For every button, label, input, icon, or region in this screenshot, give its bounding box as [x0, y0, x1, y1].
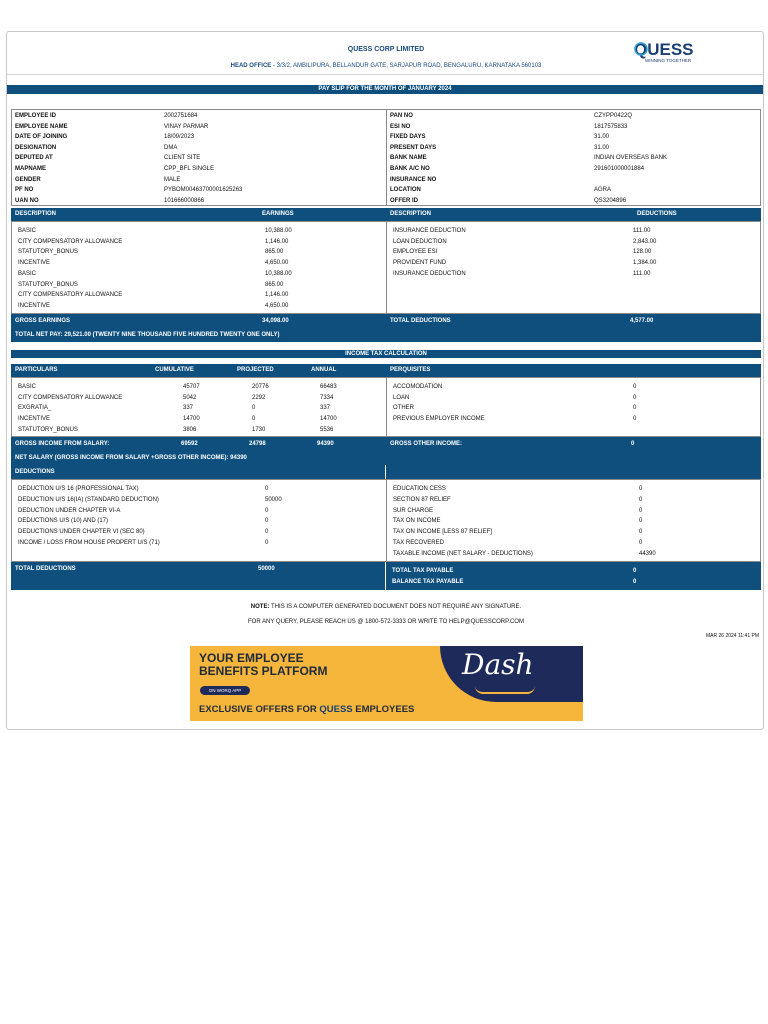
particulars-header [11, 364, 761, 377]
employee-field-value: CZYPP0422Q [594, 113, 633, 119]
employee-field-label: OFFER ID [390, 197, 418, 204]
earning-amount: 10,388.00 [265, 228, 292, 234]
employee-field-value: PYBOM00463700001625263 [164, 187, 243, 194]
particular-name: STATUTORY_BONUS [18, 426, 78, 433]
col-description: DESCRIPTION [15, 211, 57, 217]
footer-note [7, 604, 765, 610]
deductions-label: DEDUCTIONS [15, 469, 55, 475]
employee-field-label: UAN NO [15, 197, 39, 204]
particular-projected: 0 [252, 416, 256, 423]
earning-amount: 4,650.00 [265, 302, 289, 309]
deduction-description: INSURANCE DEDUCTION [393, 228, 466, 234]
net-salary: NET SALARY (GROSS INCOME FROM SALARY +GROSS OTHER INCOME): 94390 [15, 455, 247, 461]
total-tax-value: 0 [633, 568, 637, 574]
employee-field-value: AGRA [594, 187, 612, 194]
tax-item-value: 0 [639, 496, 643, 503]
tax-deduction-name: DEDUCTIONS UNDER CHAPTER VI (SEC 80) [18, 529, 145, 536]
particular-name: INCENTIVE [18, 416, 51, 423]
banner-line1: YOUR EMPLOYEE [199, 651, 304, 665]
earning-amount: 1,146.00 [265, 292, 289, 299]
deduction-amount: 1,384.00 [633, 260, 657, 267]
particular-name: BASIC [18, 384, 37, 390]
employee-field-label: BANK NAME [390, 155, 427, 162]
benefits-banner[interactable] [190, 646, 583, 721]
deductions-header [11, 465, 761, 479]
total-deductions-label: TOTAL DEDUCTIONS [390, 318, 451, 324]
total-deductions-value: 4,577.00 [630, 318, 654, 324]
employee-field-value: INDIAN OVERSEAS BANK [594, 155, 668, 162]
balance-tax-label: BALANCE TAX PAYABLE [392, 579, 464, 585]
footer-query: FOR ANY QUERY, PLEASE REACH US @ 1800-572-3333 OR WRITE TO HELP@QUESSCORP.COM [248, 619, 524, 625]
logo-tagline: WINNING TOGETHER [645, 58, 692, 63]
tax-deduction-value: 0 [265, 518, 269, 525]
head-office-label: HEAD OFFICE [230, 63, 272, 69]
head-office-text: - 3/3/2, AMBILIPURA, BELLANDUR GATE, SARJAPUR ROAD, BENGALURU, KARNATAKA 560103 [271, 63, 542, 69]
particular-annual: 14700 [320, 416, 337, 423]
deduction-description: EMPLOYEE ESI [393, 249, 438, 256]
gross-row [11, 314, 761, 328]
employee-field-value: 101666000866 [164, 197, 205, 204]
earnings-header [11, 208, 761, 221]
company-name: QUESS CORP LIMITED [347, 46, 425, 53]
particular-name: EXGRATIA_ [18, 405, 52, 412]
perquisite-name: OTHER [393, 405, 414, 412]
particular-projected: 2292 [252, 394, 266, 401]
employee-field-label: PRESENT DAYS [390, 144, 437, 151]
banner-offer [199, 704, 414, 715]
dash-logo: Dash [462, 648, 534, 681]
employee-field-label: DATE OF JOINING [15, 134, 68, 141]
tax-item-name: EDUCATION CESS [393, 486, 446, 492]
deduction-amount: 2,843.00 [633, 238, 657, 245]
col-particulars: PARTICULARS [15, 367, 58, 373]
deduction-amount: 111.00 [633, 228, 651, 234]
deductions-table [11, 479, 761, 562]
header-divider [7, 74, 763, 75]
gross-earnings-label: GROSS EARNINGS [15, 318, 71, 324]
earning-description: STATUTORY_BONUS [18, 281, 78, 288]
dash-smile-icon [475, 686, 535, 694]
earning-amount: 4,650.00 [265, 260, 289, 267]
particular-annual: 7334 [320, 394, 334, 401]
earning-amount: 865.00 [265, 281, 284, 288]
employee-field-label: EMPLOYEE NAME [15, 123, 68, 130]
tax-item-value: 0 [639, 518, 643, 525]
tax-deduction-value: 0 [265, 507, 269, 514]
particular-cumulative: 45707 [183, 384, 200, 390]
earning-description: INCENTIVE [18, 260, 51, 267]
employee-field-label: MAPNAME [15, 166, 46, 172]
employee-field-label: INSURANCE NO [390, 176, 437, 183]
employee-field-value: MALE [164, 176, 181, 183]
col-annual: ANNUAL [311, 367, 337, 373]
tax-deduction-value: 0 [265, 540, 269, 546]
employee-field-value: VINAY PARMAR [164, 123, 209, 130]
tax-item-name: TAX RECOVERED [393, 540, 444, 546]
particular-projected: 0 [252, 405, 256, 412]
tax-deduction-name: DEDUCTION UNDER CHAPTER VI-A [18, 507, 121, 514]
quess-logo [633, 37, 723, 65]
tax-deduction-name: DEDUCTIONS U/S (10) AND (17) [18, 518, 109, 525]
tax-item-name: TAXABLE INCOME (NET SALARY - DEDUCTIONS) [393, 550, 533, 557]
employee-field-label: DEPUTED AT [15, 155, 53, 162]
offer-prefix: EXCLUSIVE OFFERS FOR [199, 704, 320, 715]
earning-amount: 10,388.00 [265, 270, 292, 277]
gross-income-cumulative: 69592 [181, 441, 198, 447]
earning-description: BASIC [18, 270, 37, 277]
tax-deduction-name: DEDUCTION U/S 16(IA) (STANDARD DEDUCTION) [18, 496, 159, 503]
tax-item-value: 0 [639, 507, 643, 514]
particular-projected: 20776 [252, 384, 269, 390]
tax-total-deductions-value: 50000 [258, 566, 275, 572]
employee-field-value: 2002751684 [164, 113, 198, 119]
note-text: THIS IS A COMPUTER GENERATED DOCUMENT DOES NOT REQUIRE ANY SIGNATURE. [269, 604, 522, 610]
net-pay-row [11, 328, 761, 342]
tax-item-value: 44390 [639, 550, 656, 557]
offer-suffix: EMPLOYEES [352, 704, 415, 715]
tax-item-value: 0 [639, 486, 643, 492]
particular-projected: 1730 [252, 426, 266, 433]
employee-field-value: 31.00 [594, 144, 610, 151]
perquisite-value: 0 [633, 384, 637, 390]
earning-amount: 1,146.00 [265, 238, 289, 245]
employee-field-label: ESI NO [390, 123, 411, 130]
employee-field-label: BANK A/C NO [390, 166, 430, 172]
logo-text: QUESS [634, 40, 694, 59]
tax-item-name: SUR CHARGE [393, 507, 434, 514]
employee-field-value: QS3204896 [594, 197, 627, 204]
perquisite-value: 0 [633, 394, 637, 401]
earnings-table [11, 221, 761, 314]
deduction-description: PROVIDENT FUND [393, 260, 447, 267]
income-tax-title: INCOME TAX CALCULATION [11, 350, 761, 358]
gross-income-label: GROSS INCOME FROM SALARY: [15, 441, 110, 447]
particular-annual: 5536 [320, 426, 334, 433]
employee-field-value: 291601000001884 [594, 166, 645, 172]
deduction-description: INSURANCE DEDUCTION [393, 270, 466, 277]
net-pay: TOTAL NET PAY: 29,521.00 (TWENTY NINE THOUSAND FIVE HUNDRED TWENTY ONE ONLY) [15, 332, 280, 338]
deduction-amount: 111.00 [633, 270, 651, 277]
earning-description: STATUTORY_BONUS [18, 249, 78, 256]
tax-deduction-value: 50000 [265, 496, 282, 503]
gross-income-projected: 24798 [249, 441, 266, 447]
total-tax-label: TOTAL TAX PAYABLE [392, 568, 454, 574]
perquisite-name: LOAN [393, 394, 410, 401]
employee-field-label: FIXED DAYS [390, 134, 426, 141]
generated-timestamp: MAR 26 2024 11:41 PM [706, 633, 759, 639]
perquisite-value: 0 [633, 416, 637, 423]
offer-brand: QUESS [319, 704, 353, 715]
earning-amount: 865.00 [265, 249, 284, 256]
tax-item-value: 0 [639, 540, 643, 546]
perquisite-name: ACCOMODATION [393, 384, 443, 390]
banner-line2: BENEFITS PLATFORM [199, 664, 328, 678]
gross-other-label: GROSS OTHER INCOME: [390, 441, 463, 447]
perquisite-name: PREVIOUS EMPLOYER INCOME [393, 416, 485, 423]
col-earnings: EARNINGS [262, 211, 294, 217]
col-cumulative: CUMULATIVE [155, 367, 194, 373]
perquisite-value: 0 [633, 405, 637, 412]
particular-annual: 337 [320, 405, 331, 412]
worq-app-badge: ON WORQ APP [200, 686, 250, 695]
tax-item-value: 0 [639, 529, 643, 536]
employee-details [11, 109, 761, 206]
gross-income-row [11, 437, 761, 451]
gross-income-annual: 94390 [317, 441, 334, 447]
deduction-description: LOAN DEDUCTION [393, 238, 447, 245]
earning-description: INCENTIVE [18, 302, 51, 309]
employee-field-value: CPP_BFL SINGLE [164, 166, 215, 172]
gross-other-value: 0 [631, 441, 635, 447]
payslip-title: PAY SLIP FOR THE MONTH OF JANUARY 2024 [7, 85, 763, 94]
net-salary-row [11, 451, 761, 465]
employee-field-value: 1817575833 [594, 123, 628, 130]
particulars-table [11, 377, 761, 437]
tax-deduction-value: 0 [265, 486, 269, 492]
tax-item-name: TAX ON INCOME [393, 518, 441, 525]
col-deductions: DEDUCTIONS [637, 211, 677, 217]
employee-field-value: CLIENT SITE [164, 155, 201, 162]
particular-annual: 66483 [320, 384, 337, 390]
tax-item-name: TAX ON INCOME [LESS 87 RELIEF] [393, 529, 492, 536]
deduction-amount: 128.00 [633, 249, 652, 256]
particular-cumulative: 337 [183, 405, 194, 412]
employee-field-label: EMPLOYEE ID [15, 113, 57, 119]
earning-description: BASIC [18, 228, 37, 234]
col-projected: PROJECTED [237, 367, 274, 373]
tax-total-deductions-label: TOTAL DEDUCTIONS [15, 566, 76, 572]
employee-field-label: GENDER [15, 176, 41, 183]
employee-field-value: DMA [164, 144, 178, 151]
employee-field-label: PAN NO [390, 113, 413, 119]
employee-field-label: PF NO [15, 187, 34, 194]
balance-tax-value: 0 [633, 579, 637, 585]
tax-deduction-name: INCOME / LOSS FROM HOUSE PROPERT U/S (71) [18, 540, 160, 546]
particular-cumulative: 3806 [183, 426, 197, 433]
employee-field-label: LOCATION [390, 187, 421, 194]
col-ded-description: DESCRIPTION [390, 211, 432, 217]
particular-name: CITY COMPENSATORY ALLOWANCE [18, 394, 123, 401]
tax-totals-row [11, 562, 761, 590]
gross-earnings-value: 34,098.00 [262, 318, 289, 324]
tax-item-name: SECTION 87 RELIEF [393, 496, 451, 503]
note-label: NOTE: [250, 604, 270, 610]
payslip-document [6, 31, 764, 730]
employee-field-value: 18/09/2023 [164, 134, 195, 141]
employee-field-label: DESIGNATION [15, 144, 57, 151]
particular-cumulative: 5042 [183, 394, 197, 401]
particular-cumulative: 14700 [183, 416, 200, 423]
tax-deduction-value: 0 [265, 529, 269, 536]
earning-description: CITY COMPENSATORY ALLOWANCE [18, 292, 123, 299]
earning-description: CITY COMPENSATORY ALLOWANCE [18, 238, 123, 245]
col-perquisites: PERQUISITES [390, 367, 431, 373]
employee-field-value: 31.00 [594, 134, 610, 141]
tax-deduction-name: DEDUCTION U/S 16 (PROFESSIONAL TAX) [18, 486, 139, 492]
